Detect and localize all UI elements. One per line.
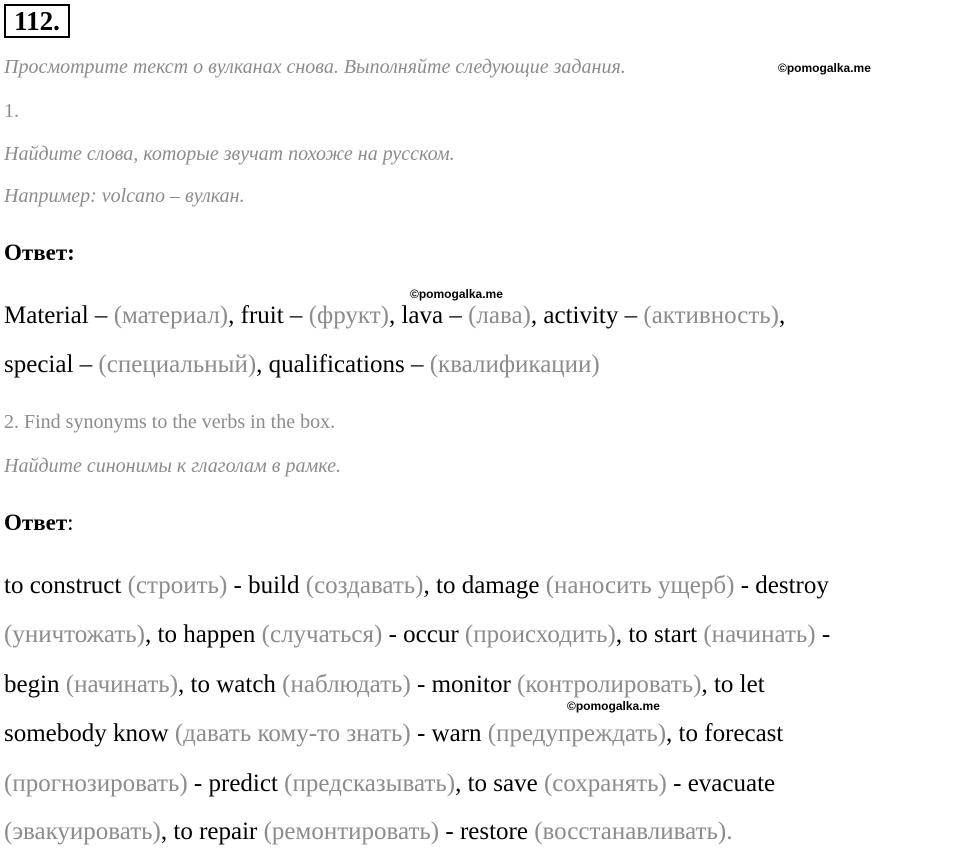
translation-text: (фрукт) (308, 302, 389, 329)
answer-text: , fruit – (228, 302, 309, 329)
answer-text: , to repair (160, 818, 264, 845)
translation-text: (происходить) (464, 621, 616, 648)
part2-answer-line (4, 572, 829, 600)
answer-text: - monitor (410, 671, 518, 698)
part2-answer-line (4, 720, 783, 748)
answer-text: , to forecast (666, 720, 784, 747)
translation-text: (ремонтировать) (263, 818, 440, 845)
answer-text: , activity – (530, 302, 644, 329)
translation-text: (материал) (113, 302, 229, 329)
answer-text: , to watch (178, 671, 283, 698)
part2-answer-line (4, 818, 732, 846)
part2-task-ru: Найдите синонимы к глаголам в рамке. (4, 455, 341, 477)
translation-text: (восстанавливать) (534, 818, 727, 845)
translation-text: (давать кому-то знать) (174, 720, 411, 747)
translation-text: (уничтожать) (4, 621, 146, 648)
translation-text: . (726, 818, 733, 845)
part1-answer-line (4, 351, 600, 379)
translation-text: (случаться) (261, 621, 383, 648)
answer-text: Material – (4, 302, 114, 329)
answer-text: - destroy (734, 572, 829, 599)
watermark-3: ©pomogalka.me (567, 699, 660, 713)
answer-text: - restore (439, 818, 535, 845)
part1-answer-label: Ответ: (4, 240, 75, 265)
watermark-1: ©pomogalka.me (778, 61, 871, 75)
part2-answer-word: Ответ (4, 510, 68, 535)
answer-text: , qualifications – (256, 351, 430, 378)
answer-text: , to let (701, 671, 765, 698)
task-number: 112. (4, 4, 70, 38)
translation-text: (сохранять) (543, 770, 667, 797)
answer-text: - (815, 621, 831, 648)
answer-text: , to save (455, 770, 544, 797)
translation-text: (предупреждать) (487, 720, 667, 747)
translation-text: (эвакуировать) (4, 818, 161, 845)
translation-text: (наносить ущерб) (545, 572, 735, 599)
part2-answer-label (4, 510, 74, 536)
answer-text: special – (4, 351, 99, 378)
translation-text: (наблюдать) (282, 671, 411, 698)
translation-text: (контролировать) (517, 671, 702, 698)
answer-text: , to damage (423, 572, 546, 599)
part2-answer-colon: : (67, 510, 74, 535)
translation-text: (специальный) (98, 351, 257, 378)
answer-text: - warn (410, 720, 488, 747)
instruction-text: Просмотрите текст о вулканах снова. Выполняйте следующие задания. (4, 56, 626, 78)
part1-example: Например: volcano – вулкан. (4, 185, 245, 207)
translation-text: (квалификации) (429, 351, 600, 378)
part2-answer-line (4, 770, 775, 798)
translation-text: (лава) (468, 302, 531, 329)
translation-text: (активность) (643, 302, 779, 329)
translation-text: (строить) (127, 572, 228, 599)
translation-text: (начинать) (65, 671, 179, 698)
translation-text: (начинать) (703, 621, 816, 648)
answer-text: , lava – (388, 302, 469, 329)
answer-text: to construct (4, 572, 128, 599)
watermark-2: ©pomogalka.me (410, 287, 503, 301)
answer-text: - predict (187, 770, 285, 797)
part1-answer-line (4, 302, 785, 330)
translation-text: (прогнозировать) (4, 770, 188, 797)
part2-answer-line (4, 671, 765, 699)
part2-task-en: 2. Find synonyms to the verbs in the box. (4, 411, 336, 433)
answer-text: begin (4, 671, 66, 698)
answer-text: somebody know (4, 720, 175, 747)
part2-answer-line (4, 621, 830, 649)
answer-text: - build (227, 572, 306, 599)
translation-text: (создавать) (305, 572, 424, 599)
part1-number: 1. (4, 100, 19, 122)
answer-text: - occur (382, 621, 465, 648)
translation-text: (предсказывать) (284, 770, 456, 797)
answer-text: , to start (615, 621, 704, 648)
answer-text: , (778, 302, 786, 329)
answer-text: , to happen (145, 621, 262, 648)
part1-task: Найдите слова, которые звучат похоже на русском. (4, 143, 455, 165)
answer-text: - evacuate (666, 770, 776, 797)
